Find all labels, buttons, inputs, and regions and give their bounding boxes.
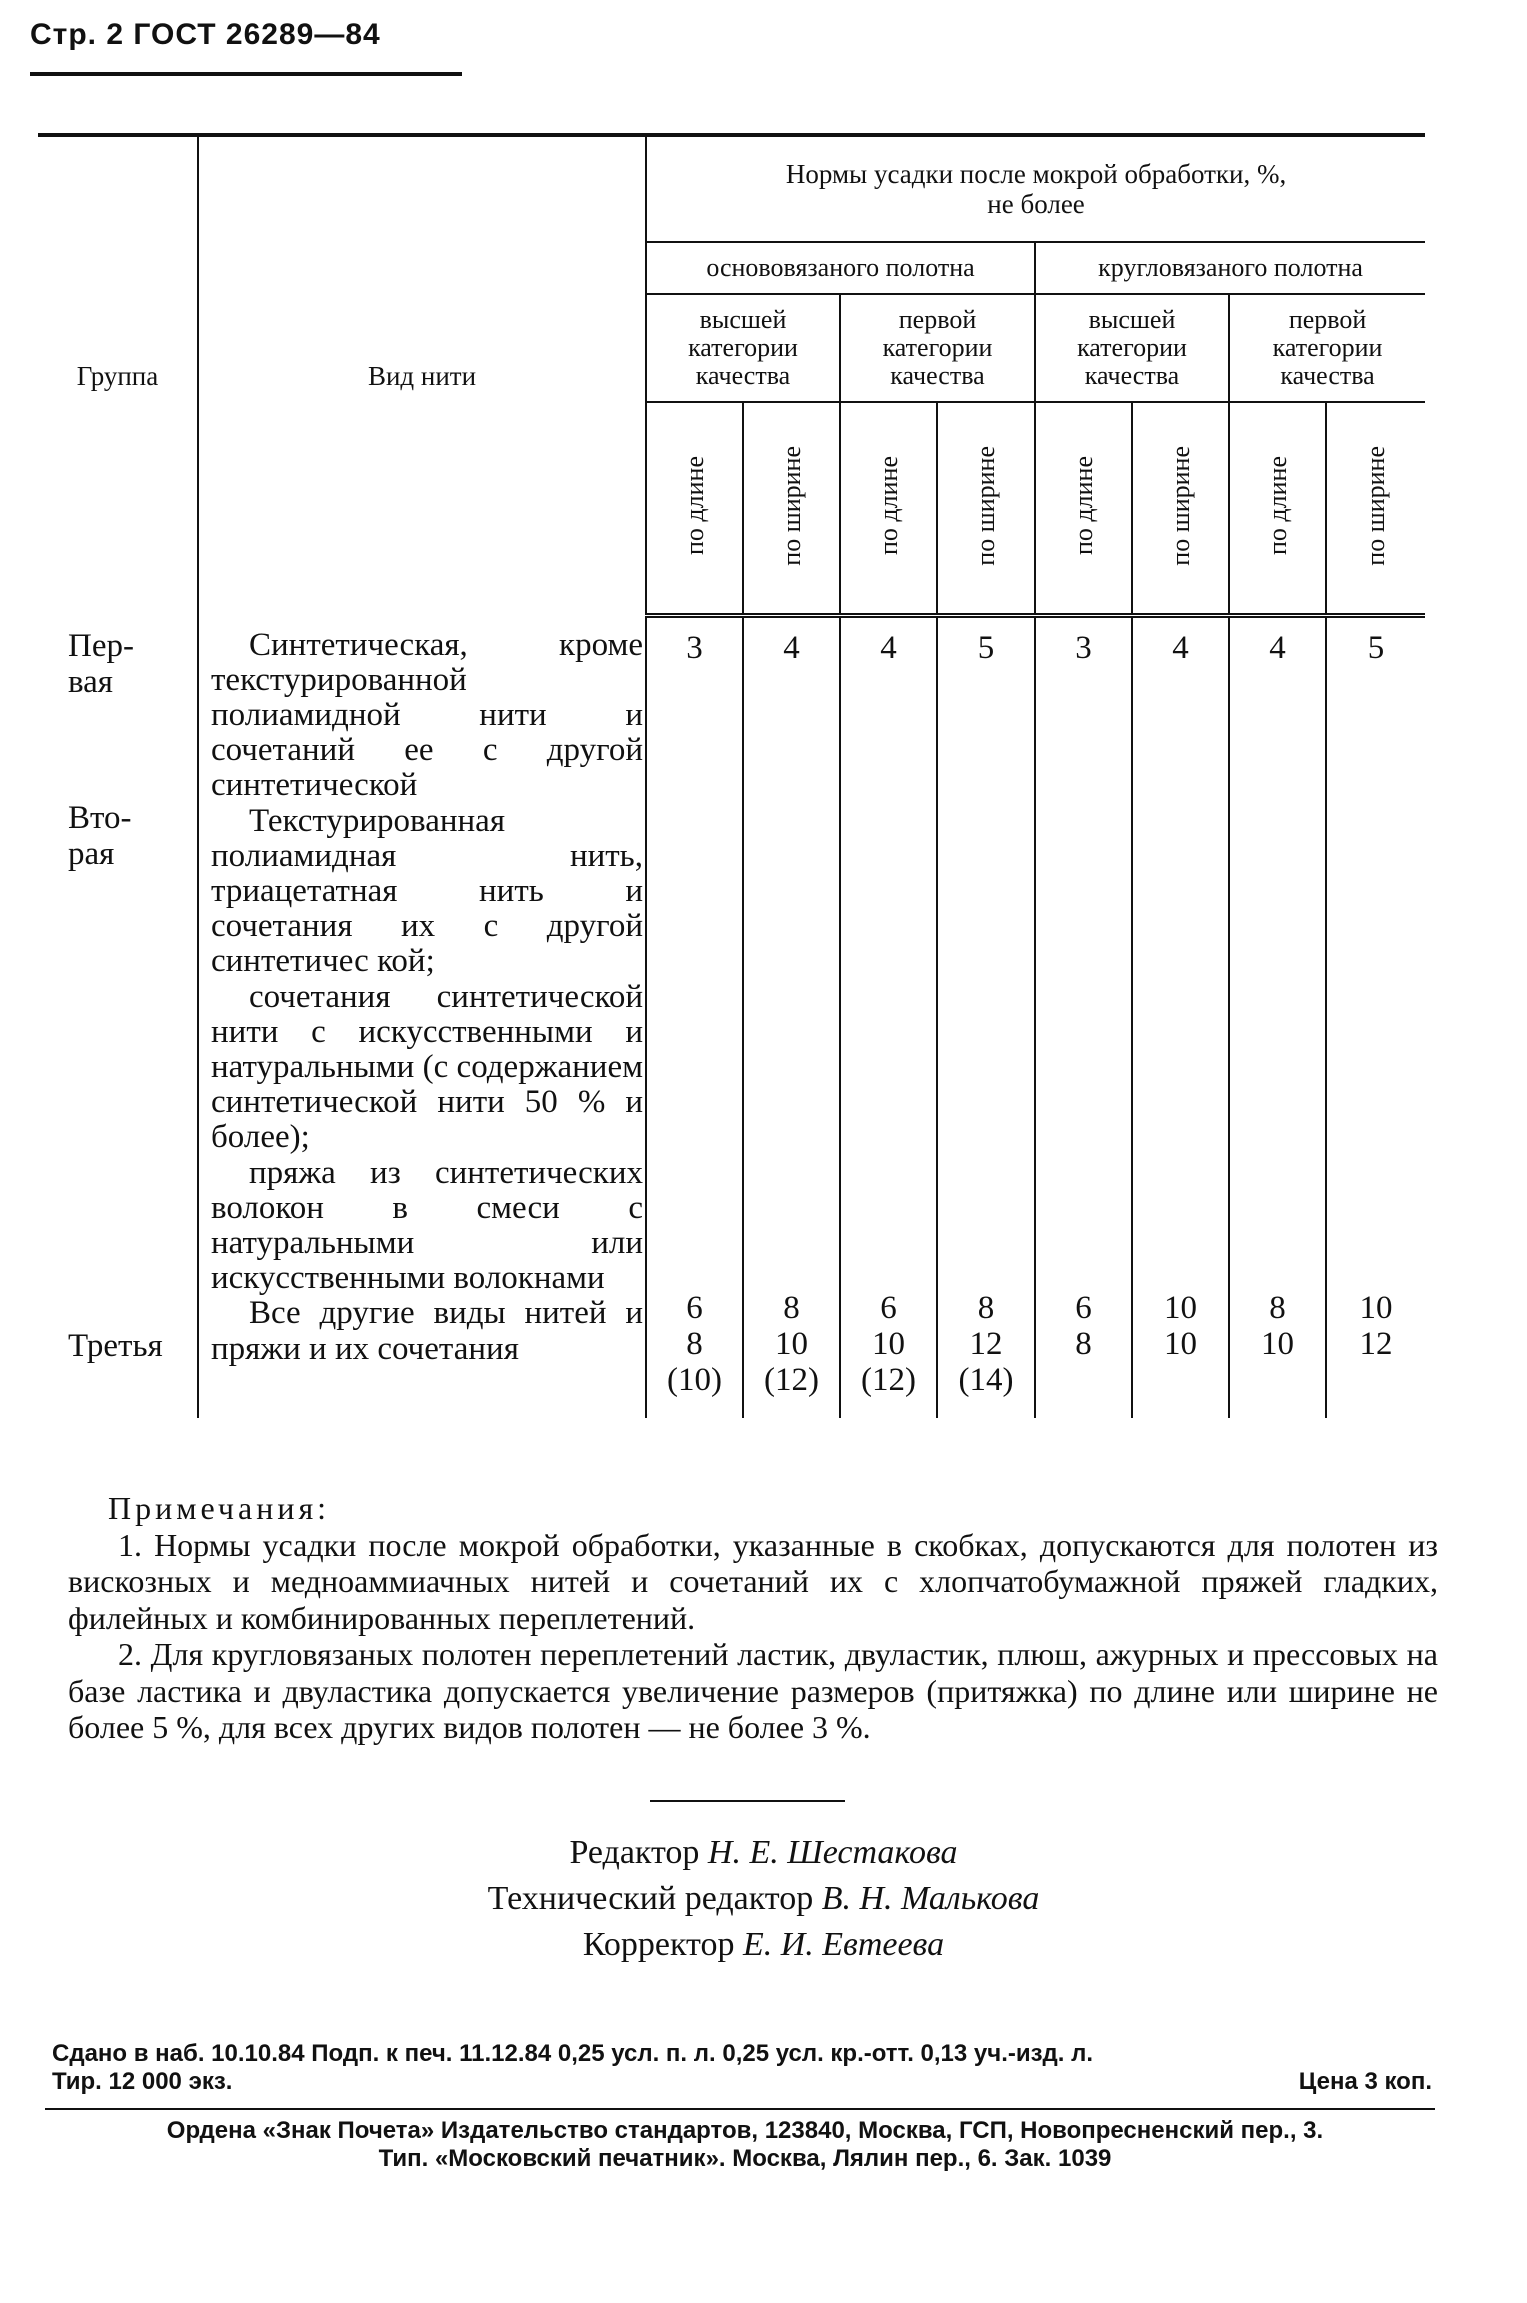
value-third-alt: (14)	[958, 1362, 1014, 1398]
value-first: 4	[783, 630, 800, 666]
dir-width-header: по ширине	[1132, 402, 1229, 616]
notes	[68, 1490, 1438, 1746]
value-column	[1035, 616, 1132, 1419]
value-second: 10	[1164, 1290, 1197, 1326]
thread-third: Все другие виды нитей и пряжи и их сочетания	[211, 1295, 643, 1367]
value-third-alt: (12)	[861, 1362, 916, 1398]
thread-first: Синтетическая, кроме текстурированной полиамидной нити и сочетаний ее с другой синтетической	[211, 626, 643, 804]
value-second: 10	[1359, 1290, 1393, 1326]
norms-header: Нормы усадки после мокрой обработки, %, не более	[646, 135, 1425, 242]
value-third-alt: (12)	[764, 1362, 819, 1398]
thread-second-c: пряжа из синтетических волокон в смеси с натуральными или искусственными волокнами	[211, 1154, 643, 1297]
credits	[0, 1830, 1527, 1968]
dir-width-header: по ширине	[743, 402, 840, 616]
value-third-alt: (10)	[667, 1362, 722, 1398]
value-third: 12	[969, 1326, 1003, 1362]
cat-first-circular: первой категории качества	[1229, 294, 1425, 402]
col-thread-header: Вид нити	[198, 135, 646, 616]
dir-length-header: по длине	[840, 402, 937, 616]
value-first: 3	[686, 630, 703, 666]
note-item: 2. Для кругловязаных полотен переплетений ластик, двуластик, плюш, ажурных и прессовых на базе ластика и двуластика допускается увеличение размеров (притяжка) по длине или ширине не более 5 %, для всех других видов полотен — не более 3 %.	[68, 1636, 1438, 1745]
imprint-print-run: Тир. 12 000 экз.	[52, 2068, 233, 2095]
value-column	[840, 616, 937, 1419]
thread-column	[198, 616, 646, 1419]
imprint	[52, 2040, 1432, 2096]
dir-length-header: по длине	[646, 402, 743, 616]
publisher	[45, 2117, 1445, 2173]
value-third: 10	[1261, 1326, 1294, 1362]
fabric-warp-header: основовязаного полотна	[646, 242, 1035, 294]
group-first: Пер- вая	[68, 627, 134, 700]
value-first: 4	[1172, 630, 1189, 666]
value-column	[1229, 616, 1326, 1419]
credit-editor: Редактор Н. Е. Шестакова	[569, 1834, 958, 1871]
value-third: 8	[686, 1326, 703, 1362]
value-second: 8	[977, 1290, 995, 1326]
publisher-line: Ордена «Знак Почета» Издательство стандартов, 123840, Москва, ГСП, Новопресненский пер., 3.	[166, 2117, 1324, 2144]
group-column	[38, 616, 198, 1419]
group-second: Вто- рая	[68, 799, 132, 872]
norms-table	[38, 133, 1425, 1418]
thread-second-b: сочетания синтетической нити с искусственными и натуральными (с содержанием синтетической нити 50 % и более);	[211, 978, 643, 1156]
value-column	[937, 616, 1035, 1419]
value-first: 5	[1367, 630, 1385, 666]
value-second: 8	[783, 1290, 800, 1326]
value-second: 8	[1269, 1290, 1286, 1326]
value-third: 10	[775, 1326, 808, 1362]
cat-high-circular: высшей категории качества	[1035, 294, 1229, 402]
credits-rule	[650, 1800, 845, 1802]
imprint-rule	[45, 2108, 1435, 2110]
value-third: 8	[1075, 1326, 1092, 1362]
value-third: 10	[1164, 1326, 1197, 1362]
printer-line: Тип. «Московский печатник». Москва, Лялин пер., 6. Зак. 1039	[378, 2145, 1112, 2172]
dir-length-header: по длине	[1035, 402, 1132, 616]
page-header: Стр. 2 ГОСТ 26289—84	[30, 18, 381, 51]
value-second: 6	[686, 1290, 703, 1326]
col-group-header: Группа	[38, 135, 198, 616]
value-third: 12	[1359, 1326, 1393, 1362]
note-item: 1. Нормы усадки после мокрой обработки, указанные в скобках, допускаются для полотен из вискозных и медноаммиачных нитей и сочетаний их с хлопчатобумажной пряжей гладких, филейных и комбинированных переплетений.	[68, 1526, 1438, 1636]
value-column	[646, 616, 743, 1419]
value-second: 6	[880, 1290, 897, 1326]
dir-width-header: по ширине	[937, 402, 1035, 616]
credit-tech-editor: Технический редактор В. Н. Малькова	[487, 1880, 1040, 1917]
cat-first-warp: первой категории качества	[840, 294, 1035, 402]
value-first: 4	[880, 630, 897, 666]
dir-length-header: по длине	[1229, 402, 1326, 616]
value-first: 4	[1269, 630, 1286, 666]
value-second: 6	[1075, 1290, 1092, 1326]
notes-title: Примечания:	[108, 1490, 331, 1526]
fabric-circular-header: кругловязаного полотна	[1035, 242, 1425, 294]
thread-second-a: Текстурированная полиамидная нить, триацетатная нить и сочетания их с другой синтетичес кой;	[211, 802, 643, 980]
imprint-price: Цена 3 коп.	[1298, 2068, 1432, 2095]
table-body-row	[38, 616, 1425, 1419]
group-third: Третья	[68, 1327, 163, 1364]
credit-corrector: Корректор Е. И. Евтеева	[582, 1926, 945, 1963]
value-column	[1132, 616, 1229, 1419]
value-column	[1326, 616, 1425, 1419]
imprint-line: Сдано в наб. 10.10.84 Подп. к печ. 11.12.84 0,25 усл. п. л. 0,25 усл. кр.-отт. 0,13 уч.-изд. л.	[52, 2040, 1094, 2067]
value-third: 10	[872, 1326, 905, 1362]
dir-width-header: по ширине	[1326, 402, 1425, 616]
value-column	[743, 616, 840, 1419]
cat-high-warp: высшей категории качества	[646, 294, 840, 402]
value-first: 3	[1075, 630, 1092, 666]
header-rule	[30, 72, 462, 76]
value-first: 5	[977, 630, 995, 666]
